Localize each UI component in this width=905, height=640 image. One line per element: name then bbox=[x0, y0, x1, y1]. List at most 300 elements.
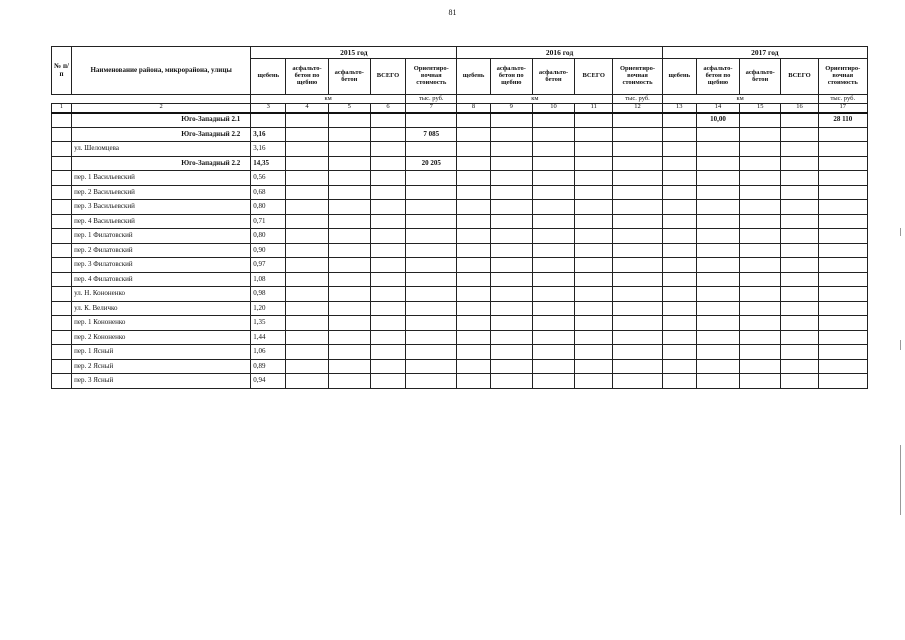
row-number-cell bbox=[52, 185, 72, 200]
value-cell bbox=[818, 272, 867, 287]
value-cell bbox=[286, 359, 328, 374]
value-cell bbox=[662, 142, 696, 157]
value-cell bbox=[370, 171, 405, 186]
value-cell bbox=[532, 171, 574, 186]
header-cost: Ориентиро-вочная стоимость bbox=[613, 59, 662, 95]
value-cell bbox=[532, 330, 574, 345]
value-cell bbox=[457, 330, 490, 345]
value-cell bbox=[370, 287, 405, 302]
value-cell bbox=[740, 316, 781, 331]
row-number-cell bbox=[52, 301, 72, 316]
value-cell bbox=[370, 374, 405, 389]
header-year-2016: 2016 год bbox=[457, 47, 662, 59]
value-cell bbox=[575, 374, 613, 389]
value-cell bbox=[818, 316, 867, 331]
value-cell bbox=[286, 301, 328, 316]
header-gravel: щебень bbox=[251, 59, 286, 95]
value-cell bbox=[328, 142, 370, 157]
header-total: ВСЕГО bbox=[575, 59, 613, 95]
value-cell bbox=[613, 258, 662, 273]
street-row bbox=[52, 185, 868, 200]
value-cell bbox=[781, 272, 818, 287]
row-name: пер. 1 Васильевский bbox=[72, 171, 251, 186]
value-cell bbox=[575, 214, 613, 229]
value-cell: 0,71 bbox=[251, 214, 286, 229]
header-cost: Ориентиро-вочная стоимость bbox=[818, 59, 867, 95]
value-cell bbox=[662, 359, 696, 374]
value-cell bbox=[575, 316, 613, 331]
street-row bbox=[52, 316, 868, 331]
value-cell bbox=[781, 200, 818, 215]
roads-table bbox=[51, 46, 868, 389]
value-cell bbox=[613, 243, 662, 258]
value-cell bbox=[286, 185, 328, 200]
value-cell bbox=[490, 171, 532, 186]
value-cell bbox=[370, 316, 405, 331]
value-cell bbox=[781, 359, 818, 374]
header-asphalt-on-gravel: асфальто-бетон по щебню bbox=[286, 59, 328, 95]
column-number: 8 bbox=[457, 104, 490, 113]
row-name: пер. 2 Ясный bbox=[72, 359, 251, 374]
value-cell bbox=[370, 127, 405, 142]
row-name: пер. 3 Филатовский bbox=[72, 258, 251, 273]
value-cell bbox=[457, 301, 490, 316]
scan-edge-mark bbox=[900, 340, 901, 350]
value-cell bbox=[740, 171, 781, 186]
value-cell bbox=[662, 214, 696, 229]
value-cell bbox=[286, 316, 328, 331]
unit-km: км bbox=[662, 95, 818, 104]
value-cell bbox=[781, 258, 818, 273]
value-cell: 0,98 bbox=[251, 287, 286, 302]
value-cell bbox=[818, 359, 867, 374]
value-cell bbox=[328, 200, 370, 215]
value-cell bbox=[251, 113, 286, 128]
street-row bbox=[52, 345, 868, 360]
value-cell: 28 110 bbox=[818, 113, 867, 128]
value-cell bbox=[818, 330, 867, 345]
column-number: 9 bbox=[490, 104, 532, 113]
value-cell: 7 085 bbox=[406, 127, 457, 142]
value-cell bbox=[662, 113, 696, 128]
value-cell bbox=[490, 142, 532, 157]
value-cell bbox=[662, 127, 696, 142]
value-cell bbox=[532, 113, 574, 128]
value-cell bbox=[532, 156, 574, 171]
value-cell bbox=[662, 374, 696, 389]
value-cell bbox=[818, 127, 867, 142]
row-name: пер. 4 Васильевский bbox=[72, 214, 251, 229]
value-cell bbox=[490, 359, 532, 374]
value-cell bbox=[613, 272, 662, 287]
value-cell bbox=[457, 171, 490, 186]
header-cost: Ориентиро-вочная стоимость bbox=[406, 59, 457, 95]
value-cell bbox=[532, 185, 574, 200]
header-total: ВСЕГО bbox=[370, 59, 405, 95]
value-cell bbox=[613, 185, 662, 200]
column-number: 5 bbox=[328, 104, 370, 113]
row-number-cell bbox=[52, 171, 72, 186]
value-cell bbox=[406, 359, 457, 374]
value-cell bbox=[740, 287, 781, 302]
value-cell bbox=[286, 374, 328, 389]
value-cell bbox=[457, 316, 490, 331]
header-total: ВСЕГО bbox=[781, 59, 818, 95]
value-cell bbox=[406, 229, 457, 244]
value-cell bbox=[457, 200, 490, 215]
unit-rub: тыс. руб. bbox=[406, 95, 457, 104]
value-cell bbox=[532, 127, 574, 142]
row-name: пер. 3 Ясный bbox=[72, 374, 251, 389]
value-cell bbox=[532, 301, 574, 316]
value-cell: 0,68 bbox=[251, 185, 286, 200]
column-number: 14 bbox=[696, 104, 739, 113]
row-name: пер. 2 Кононенко bbox=[72, 330, 251, 345]
value-cell bbox=[575, 359, 613, 374]
value-cell bbox=[781, 185, 818, 200]
unit-km: км bbox=[457, 95, 613, 104]
value-cell bbox=[406, 345, 457, 360]
column-number: 15 bbox=[740, 104, 781, 113]
unit-rub: тыс. руб. bbox=[613, 95, 662, 104]
value-cell bbox=[696, 243, 739, 258]
value-cell bbox=[740, 272, 781, 287]
value-cell bbox=[781, 287, 818, 302]
column-number: 4 bbox=[286, 104, 328, 113]
value-cell bbox=[662, 330, 696, 345]
value-cell bbox=[613, 214, 662, 229]
value-cell bbox=[662, 200, 696, 215]
value-cell bbox=[370, 200, 405, 215]
value-cell bbox=[740, 127, 781, 142]
value-cell bbox=[575, 301, 613, 316]
street-row bbox=[52, 229, 868, 244]
value-cell bbox=[286, 258, 328, 273]
column-number: 10 bbox=[532, 104, 574, 113]
row-name: пер. 2 Васильевский bbox=[72, 185, 251, 200]
value-cell bbox=[818, 171, 867, 186]
value-cell bbox=[613, 200, 662, 215]
column-number: 2 bbox=[72, 104, 251, 113]
value-cell: 1,44 bbox=[251, 330, 286, 345]
value-cell: 0,89 bbox=[251, 359, 286, 374]
value-cell bbox=[781, 229, 818, 244]
column-number: 13 bbox=[662, 104, 696, 113]
row-number-cell bbox=[52, 127, 72, 142]
value-cell bbox=[328, 316, 370, 331]
street-row bbox=[52, 272, 868, 287]
value-cell bbox=[370, 156, 405, 171]
value-cell: 14,35 bbox=[251, 156, 286, 171]
street-row bbox=[52, 142, 868, 157]
value-cell bbox=[457, 243, 490, 258]
value-cell bbox=[818, 200, 867, 215]
street-row bbox=[52, 359, 868, 374]
value-cell bbox=[613, 171, 662, 186]
value-cell bbox=[457, 359, 490, 374]
value-cell bbox=[370, 185, 405, 200]
row-number-cell bbox=[52, 200, 72, 215]
row-name: пер. 1 Кононенко bbox=[72, 316, 251, 331]
value-cell bbox=[613, 345, 662, 360]
group-row bbox=[52, 127, 868, 142]
value-cell bbox=[781, 374, 818, 389]
value-cell bbox=[457, 287, 490, 302]
value-cell bbox=[370, 345, 405, 360]
value-cell: 3,16 bbox=[251, 142, 286, 157]
value-cell bbox=[532, 142, 574, 157]
row-name: пер. 1 Ясный bbox=[72, 345, 251, 360]
value-cell: 3,16 bbox=[251, 127, 286, 142]
value-cell bbox=[490, 316, 532, 331]
scan-edge-mark bbox=[900, 228, 901, 236]
value-cell bbox=[370, 258, 405, 273]
value-cell bbox=[696, 258, 739, 273]
value-cell bbox=[406, 258, 457, 273]
value-cell bbox=[740, 359, 781, 374]
value-cell bbox=[457, 214, 490, 229]
value-cell bbox=[781, 243, 818, 258]
value-cell bbox=[490, 243, 532, 258]
value-cell bbox=[818, 345, 867, 360]
value-cell bbox=[613, 142, 662, 157]
value-cell bbox=[532, 200, 574, 215]
value-cell bbox=[286, 156, 328, 171]
value-cell bbox=[328, 301, 370, 316]
value-cell bbox=[696, 272, 739, 287]
value-cell bbox=[406, 287, 457, 302]
value-cell: 0,80 bbox=[251, 229, 286, 244]
value-cell: 0,56 bbox=[251, 171, 286, 186]
value-cell bbox=[490, 127, 532, 142]
value-cell bbox=[490, 330, 532, 345]
value-cell bbox=[286, 142, 328, 157]
value-cell bbox=[490, 374, 532, 389]
unit-rub: тыс. руб. bbox=[818, 95, 867, 104]
value-cell bbox=[613, 127, 662, 142]
value-cell bbox=[328, 214, 370, 229]
value-cell: 10,00 bbox=[696, 113, 739, 128]
value-cell bbox=[740, 243, 781, 258]
value-cell bbox=[696, 142, 739, 157]
value-cell bbox=[740, 330, 781, 345]
value-cell bbox=[286, 214, 328, 229]
value-cell bbox=[740, 156, 781, 171]
value-cell bbox=[532, 229, 574, 244]
value-cell bbox=[696, 301, 739, 316]
value-cell bbox=[662, 272, 696, 287]
value-cell: 1,35 bbox=[251, 316, 286, 331]
value-cell bbox=[740, 229, 781, 244]
value-cell bbox=[740, 113, 781, 128]
row-number-cell bbox=[52, 287, 72, 302]
value-cell bbox=[696, 287, 739, 302]
value-cell: 1,20 bbox=[251, 301, 286, 316]
row-name: Юго-Западный 2.2 bbox=[72, 156, 251, 171]
value-cell bbox=[370, 359, 405, 374]
value-cell: 0,90 bbox=[251, 243, 286, 258]
row-number-cell bbox=[52, 316, 72, 331]
value-cell bbox=[457, 229, 490, 244]
value-cell bbox=[328, 287, 370, 302]
column-number: 7 bbox=[406, 104, 457, 113]
value-cell bbox=[696, 374, 739, 389]
value-cell bbox=[532, 243, 574, 258]
value-cell bbox=[696, 171, 739, 186]
value-cell: 20 205 bbox=[406, 156, 457, 171]
row-number-cell bbox=[52, 258, 72, 273]
value-cell bbox=[613, 229, 662, 244]
header-gravel: щебень bbox=[457, 59, 490, 95]
value-cell bbox=[662, 185, 696, 200]
street-row bbox=[52, 200, 868, 215]
value-cell bbox=[328, 185, 370, 200]
value-cell bbox=[286, 330, 328, 345]
value-cell bbox=[328, 171, 370, 186]
group-row bbox=[52, 113, 868, 128]
value-cell bbox=[406, 142, 457, 157]
value-cell bbox=[328, 374, 370, 389]
value-cell bbox=[696, 156, 739, 171]
header-asphalt: асфальто-бетон bbox=[740, 59, 781, 95]
value-cell bbox=[457, 374, 490, 389]
value-cell bbox=[457, 127, 490, 142]
header-asphalt-on-gravel: асфальто-бетон по щебню bbox=[490, 59, 532, 95]
value-cell bbox=[286, 243, 328, 258]
value-cell bbox=[328, 272, 370, 287]
value-cell bbox=[286, 127, 328, 142]
value-cell bbox=[370, 113, 405, 128]
value-cell bbox=[740, 185, 781, 200]
value-cell bbox=[490, 258, 532, 273]
value-cell bbox=[818, 214, 867, 229]
row-name: ул. Н. Кононенко bbox=[72, 287, 251, 302]
value-cell bbox=[818, 229, 867, 244]
value-cell bbox=[575, 287, 613, 302]
value-cell bbox=[696, 127, 739, 142]
value-cell bbox=[286, 287, 328, 302]
value-cell bbox=[457, 345, 490, 360]
value-cell bbox=[575, 345, 613, 360]
value-cell bbox=[613, 113, 662, 128]
value-cell bbox=[406, 374, 457, 389]
value-cell bbox=[457, 272, 490, 287]
value-cell bbox=[490, 272, 532, 287]
value-cell bbox=[662, 316, 696, 331]
value-cell bbox=[781, 127, 818, 142]
row-number-cell bbox=[52, 359, 72, 374]
value-cell bbox=[781, 214, 818, 229]
value-cell bbox=[781, 171, 818, 186]
value-cell bbox=[781, 156, 818, 171]
value-cell bbox=[818, 243, 867, 258]
row-number-cell bbox=[52, 142, 72, 157]
value-cell bbox=[532, 316, 574, 331]
value-cell bbox=[286, 113, 328, 128]
value-cell bbox=[740, 301, 781, 316]
header-num: № п/п bbox=[52, 47, 72, 95]
value-cell bbox=[740, 142, 781, 157]
value-cell bbox=[457, 258, 490, 273]
value-cell bbox=[406, 301, 457, 316]
value-cell bbox=[490, 345, 532, 360]
value-cell bbox=[406, 214, 457, 229]
value-cell bbox=[575, 200, 613, 215]
value-cell bbox=[818, 156, 867, 171]
value-cell bbox=[740, 345, 781, 360]
value-cell bbox=[406, 200, 457, 215]
value-cell bbox=[328, 243, 370, 258]
street-row bbox=[52, 243, 868, 258]
value-cell bbox=[532, 359, 574, 374]
value-cell bbox=[781, 142, 818, 157]
value-cell bbox=[490, 301, 532, 316]
street-row bbox=[52, 374, 868, 389]
value-cell bbox=[370, 301, 405, 316]
value-cell bbox=[575, 113, 613, 128]
value-cell bbox=[406, 113, 457, 128]
row-number-cell bbox=[52, 243, 72, 258]
value-cell bbox=[696, 330, 739, 345]
value-cell bbox=[328, 345, 370, 360]
row-name: пер. 1 Филатовский bbox=[72, 229, 251, 244]
value-cell bbox=[662, 258, 696, 273]
value-cell bbox=[575, 142, 613, 157]
row-number-cell bbox=[52, 214, 72, 229]
value-cell bbox=[286, 229, 328, 244]
row-number-cell bbox=[52, 374, 72, 389]
unit-km: км bbox=[251, 95, 406, 104]
row-name: ул. К. Величко bbox=[72, 301, 251, 316]
value-cell bbox=[370, 330, 405, 345]
value-cell bbox=[490, 113, 532, 128]
value-cell bbox=[613, 156, 662, 171]
row-name: пер. 2 Филатовский bbox=[72, 243, 251, 258]
value-cell bbox=[740, 214, 781, 229]
value-cell bbox=[818, 258, 867, 273]
value-cell bbox=[818, 287, 867, 302]
row-number-cell bbox=[52, 229, 72, 244]
column-number: 12 bbox=[613, 104, 662, 113]
value-cell bbox=[662, 243, 696, 258]
street-row bbox=[52, 301, 868, 316]
header-year-2015: 2015 год bbox=[251, 47, 457, 59]
column-numbers-row bbox=[52, 104, 868, 113]
value-cell bbox=[457, 113, 490, 128]
column-number: 16 bbox=[781, 104, 818, 113]
column-number: 6 bbox=[370, 104, 405, 113]
value-cell bbox=[490, 185, 532, 200]
value-cell bbox=[613, 287, 662, 302]
value-cell bbox=[613, 374, 662, 389]
value-cell bbox=[696, 316, 739, 331]
value-cell bbox=[613, 316, 662, 331]
value-cell bbox=[370, 229, 405, 244]
row-name: пер. 4 Филатовский bbox=[72, 272, 251, 287]
column-number: 17 bbox=[818, 104, 867, 113]
value-cell: 0,80 bbox=[251, 200, 286, 215]
value-cell bbox=[575, 272, 613, 287]
value-cell bbox=[781, 330, 818, 345]
value-cell bbox=[490, 229, 532, 244]
value-cell bbox=[406, 330, 457, 345]
value-cell bbox=[696, 185, 739, 200]
row-number-cell bbox=[52, 330, 72, 345]
row-number-cell bbox=[52, 272, 72, 287]
value-cell bbox=[575, 171, 613, 186]
value-cell: 1,08 bbox=[251, 272, 286, 287]
street-row bbox=[52, 330, 868, 345]
